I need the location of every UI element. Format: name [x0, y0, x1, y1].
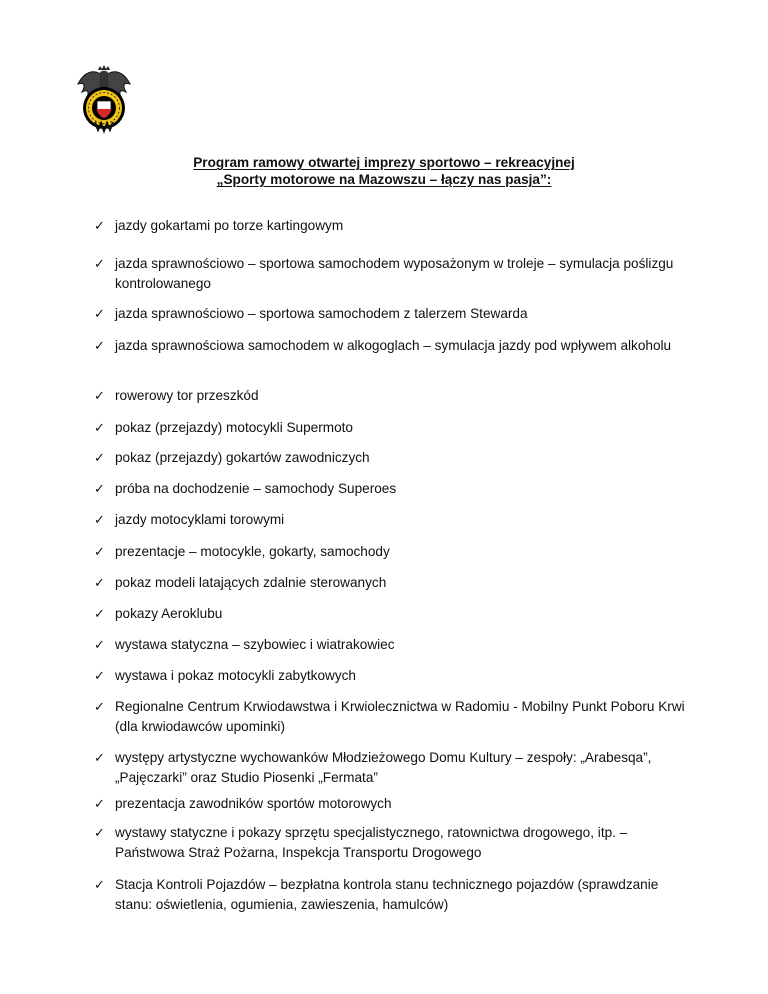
list-item-text: wystawa i pokaz motocykli zabytkowych: [115, 668, 356, 683]
checkmark-icon: ✓: [94, 796, 105, 811]
title-line-1: Program ramowy otwartej imprezy sportowo – rekreacyjnej: [193, 155, 575, 171]
list-item-text: Regionalne Centrum Krwiodawstwa i Krwiolecznictwa w Radomiu - Mobilny Punkt Poboru Krwi (dla krwiodawców upominki): [115, 699, 685, 734]
list-item-text: rowerowy tor przeszkód: [115, 388, 259, 403]
list-item-text: pokaz modeli latających zdalnie sterowanych: [115, 575, 387, 590]
checkmark-icon: ✓: [94, 388, 105, 403]
checkmark-icon: ✓: [94, 450, 105, 465]
checkmark-icon: ✓: [94, 481, 105, 496]
checkmark-icon: ✓: [94, 699, 105, 714]
list-item-text: jazda sprawnościowo – sportowa samochodem z talerzem Stewarda: [115, 306, 528, 321]
list-item-text: jazdy gokartami po torze kartingowym: [115, 218, 344, 233]
list-item-text: jazda sprawnościowa samochodem w alkogoglach – symulacja jazdy pod wpływem alkoholu: [115, 338, 672, 353]
list-item-text: pokazy Aeroklubu: [115, 606, 223, 621]
checkmark-icon: ✓: [94, 637, 105, 652]
checkmark-icon: ✓: [94, 218, 105, 233]
checkmark-icon: ✓: [94, 544, 105, 559]
checkmark-icon: ✓: [94, 306, 105, 321]
checkmark-icon: ✓: [94, 825, 105, 840]
checkmark-icon: ✓: [94, 668, 105, 683]
checkmark-icon: ✓: [94, 256, 105, 271]
list-item-text: występy artystyczne wychowanków Młodzieżowego Domu Kultury – zespoły: „Arabesqa”, „Pajęczarki” oraz Studio Piosenki „Fermata”: [115, 750, 652, 785]
list-item-text: wystawa statyczna – szybowiec i wiatrakowiec: [115, 637, 395, 652]
list-item-text: prezentacje – motocykle, gokarty, samochody: [115, 544, 390, 559]
list-item-text: jazdy motocyklami torowymi: [115, 512, 285, 527]
checkmark-icon: ✓: [94, 420, 105, 435]
title-line-2: „Sporty motorowe na Mazowszu – łączy nas pasja”:: [216, 172, 552, 188]
checkmark-icon: ✓: [94, 338, 105, 353]
checkmark-icon: ✓: [94, 606, 105, 621]
list-item-text: pokaz (przejazdy) motocykli Supermoto: [115, 420, 353, 435]
checkmark-icon: ✓: [94, 575, 105, 590]
list-item-text: prezentacja zawodników sportów motorowych: [115, 796, 392, 811]
list-item-text: Stacja Kontroli Pojazdów – bezpłatna kontrola stanu technicznego pojazdów (sprawdzanie stanu: oświetlenia, ogumienia, zawieszenia, hamulców): [115, 877, 659, 912]
list-item-text: wystawy statyczne i pokazy sprzętu specjalistycznego, ratownictwa drogowego, itp. – Państwowa Straż Pożarna, Inspekcja Transportu Drogowego: [115, 825, 628, 860]
list-item-text: pokaz (przejazdy) gokartów zawodniczych: [115, 450, 370, 465]
list-item-text: jazda sprawnościowo – sportowa samochodem wyposażonym w troleje – symulacja poślizgu kontrolowanego: [115, 256, 674, 291]
checkmark-icon: ✓: [94, 877, 105, 892]
list-item-text: próba na dochodzenie – samochody Superoes: [115, 481, 397, 496]
checkmark-icon: ✓: [94, 512, 105, 527]
checkmark-icon: ✓: [94, 750, 105, 765]
